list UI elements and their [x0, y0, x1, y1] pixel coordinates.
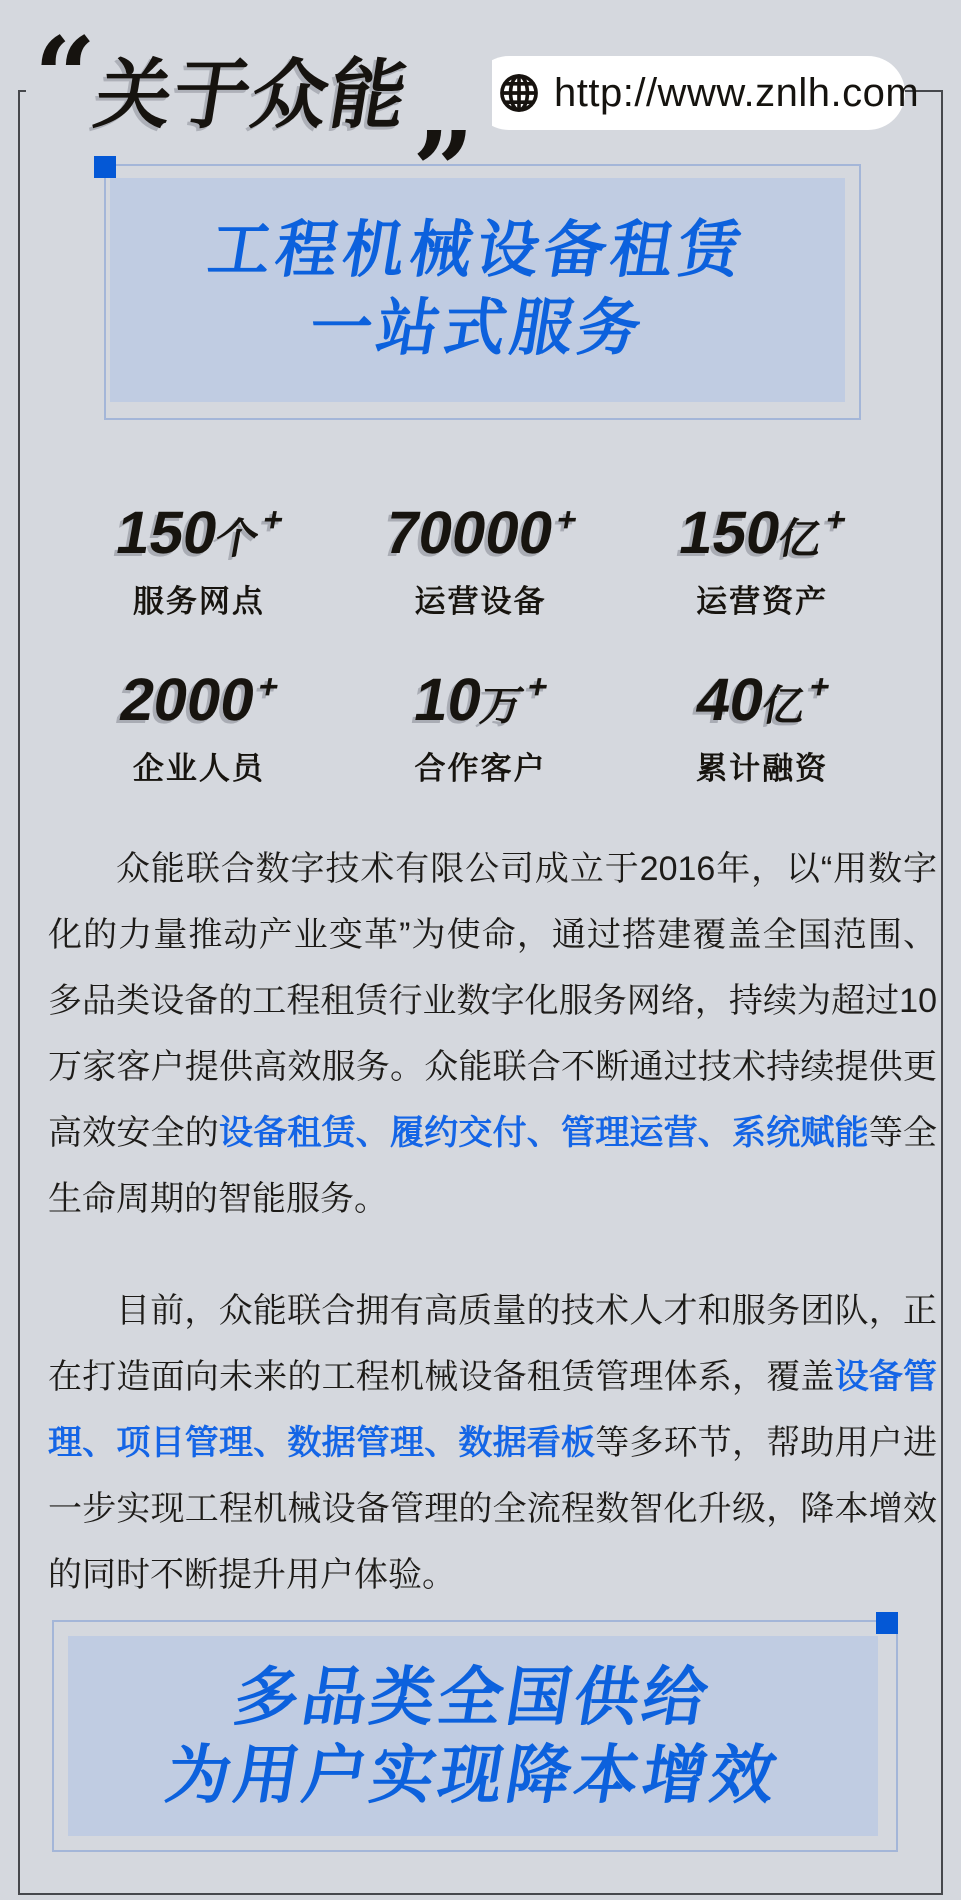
banner-box: [68, 1636, 878, 1836]
about-paragraph-2: 目前，众能联合拥有高质量的技术人才和服务团队，正在打造面向未来的工程机械设备租赁管理体系，覆盖设备管理、项目管理、数据管理、数据看板等多环节，帮助用户进一步实现工程机械设备管理的全流程数智化升级，降本增效的同时不断提升用户体验。: [48, 1292, 938, 1594]
stat-value: 40亿+: [691, 666, 834, 733]
banner-corner-square: [876, 1612, 898, 1634]
hero-corner-square: [94, 156, 116, 178]
close-quote-mark: „: [414, 47, 469, 173]
page-title-block: [26, 14, 492, 173]
stat-value: 10万+: [409, 666, 552, 733]
stat-employees: [58, 667, 340, 788]
stat-value: 2000+: [115, 666, 283, 733]
stat-value: 150亿+: [674, 499, 850, 566]
stat-cumulative-financing: [621, 667, 903, 788]
stat-value: 150个+: [111, 499, 287, 566]
website-url: http://www.znlh.com: [554, 70, 920, 115]
about-text-block: [48, 836, 937, 1608]
stat-label: 服务网点: [132, 584, 265, 619]
page-title: 关于众能: [89, 53, 415, 138]
hero-title-line2: 一站式服务: [304, 294, 651, 363]
stat-label: 累计融资: [696, 751, 829, 786]
stat-partner-customers: [340, 667, 622, 788]
about-paragraph-1: 众能联合数字技术有限公司成立于2016年，以“用数字化的力量推动产业变革”为使命，通过搭建覆盖全国范围、多品类设备的工程租赁行业数字化服务网络，持续为超过10万家客户提供高效服务。众能联合不断通过技术持续提供更高效安全的设备租赁、履约交付、管理运营、系统赋能等全生命周期的智能服务。: [48, 850, 938, 1218]
website-url-pill[interactable]: [472, 56, 920, 130]
stat-label: 运营设备: [414, 584, 547, 619]
company-stats-grid: [58, 500, 903, 788]
stat-service-outlets: [58, 500, 340, 621]
globe-icon: [497, 71, 541, 115]
stat-value: 70000+: [380, 499, 581, 566]
hero-box: [110, 178, 845, 402]
stat-label: 合作客户: [414, 751, 547, 786]
banner-title-line1: 多品类全国供给: [229, 1661, 717, 1733]
stat-operating-equipment: [340, 500, 622, 621]
open-quote-mark: “: [34, 14, 89, 140]
stat-label: 企业人员: [132, 751, 265, 786]
hero-title-line1: 工程机械设备租赁: [204, 216, 752, 285]
stat-label: 运营资产: [696, 584, 829, 619]
stat-operating-assets: [621, 500, 903, 621]
banner-title-line2: 为用户实现降本增效: [161, 1739, 785, 1811]
